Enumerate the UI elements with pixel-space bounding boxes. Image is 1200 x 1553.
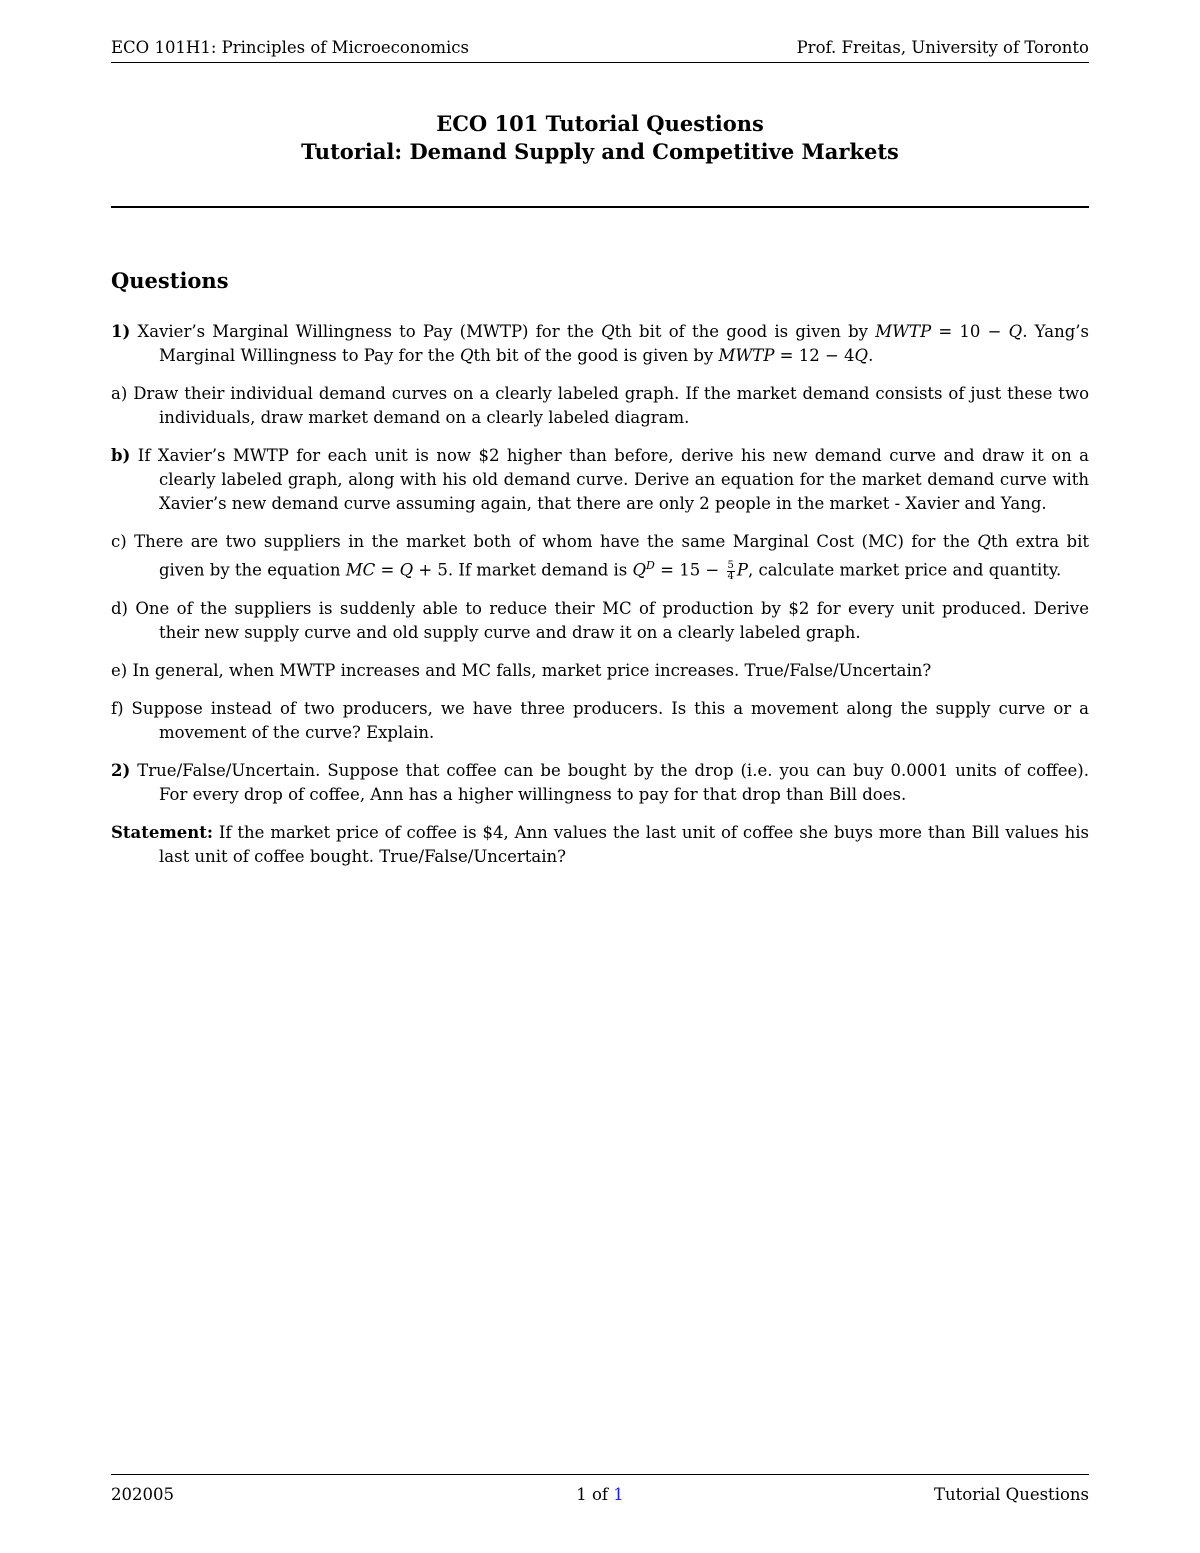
document-title	[111, 110, 1089, 166]
footer-code: 202005	[111, 1485, 174, 1504]
question-label: d)	[111, 598, 128, 618]
question-text: If Xavier’s MWTP for each unit is now $2 higher than before, derive his new demand curve and draw it on a clearly labeled graph, along with his old demand curve. Derive an equation for the market demand curve with Xavier’s new demand curve assuming again, that there are only 2 people in the market - Xavier and Yang.	[130, 446, 1089, 513]
question-1b	[111, 444, 1089, 516]
statement	[111, 821, 1089, 869]
question-text: In general, when MWTP increases and MC falls, market price increases. True/False/Uncertain?	[127, 660, 932, 680]
question-1: 1) Xavier’s Marginal Willingness to Pay (MWTP) for the Qth bit of the good is given by MWTP = 10 − Q. Yang’s Marginal Willingness to Pay for the Qth bit of the good is given by MWTP = 12 − 4Q.	[111, 322, 1089, 365]
question-1a	[111, 382, 1089, 430]
page-footer	[111, 1474, 1089, 1509]
question-1c: c) There are two suppliers in the market both of whom have the same Marginal Cost (MC) for the Qth extra bit given by the equation MC = Q + 5. If market demand is $Q^D = 15$ − $\frac{5}{4}$ P, calculate market price and quantity.	[111, 532, 1089, 582]
question-list	[111, 320, 1089, 883]
title-line-2: Tutorial: Demand Supply and Competitive Markets	[301, 139, 899, 164]
question-label: f)	[111, 698, 124, 718]
question-1d	[111, 597, 1089, 645]
question-1f	[111, 697, 1089, 745]
question-text: Suppose instead of two producers, we have three producers. Is this a movement along the supply curve or a movement of the curve? Explain.	[123, 698, 1089, 742]
question-label: 2)	[111, 760, 131, 780]
statement-text: If the market price of coffee is $4, Ann values the last unit of coffee she buys more than Bill values his last unit of coffee bought. True/False/Uncertain?	[159, 822, 1089, 866]
total-pages-link[interactable]: 1	[613, 1485, 624, 1504]
question-label: c)	[111, 532, 127, 551]
title-rule	[111, 206, 1089, 208]
question-text: True/False/Uncertain. Suppose that coffee can be bought by the drop (i.e. you can buy 0.0001 units of coffee). For every drop of coffee, Ann has a higher willingness to pay for that drop than Bill does.	[130, 760, 1089, 804]
statement-label: Statement:	[111, 822, 214, 842]
question-text: One of the suppliers is suddenly able to reduce their MC of production by $2 for every unit produced. Derive their new supply curve and old supply curve and draw it on a clearly labeled graph.	[128, 598, 1089, 642]
question-2	[111, 759, 1089, 807]
title-line-1: ECO 101 Tutorial Questions	[436, 111, 764, 136]
course-title: ECO 101H1: Principles of Microeconomics	[111, 38, 470, 57]
question-label: e)	[111, 660, 128, 680]
page-header	[111, 38, 1089, 63]
footer-label: Tutorial Questions	[933, 1485, 1089, 1504]
question-text: Draw their individual demand curves on a clearly labeled graph. If the market demand consists of just these two individuals, draw market demand on a clearly labeled diagram.	[127, 384, 1089, 427]
section-heading: Questions	[111, 268, 229, 293]
question-label: a)	[111, 384, 128, 403]
question-label: b)	[111, 446, 131, 465]
question-label: 1)	[111, 322, 131, 341]
fraction: $\frac{5}{4}$	[727, 559, 734, 582]
question-1e	[111, 659, 1089, 683]
instructor-affiliation: Prof. Freitas, University of Toronto	[796, 38, 1089, 57]
page-number: 1 of 1	[576, 1485, 624, 1504]
